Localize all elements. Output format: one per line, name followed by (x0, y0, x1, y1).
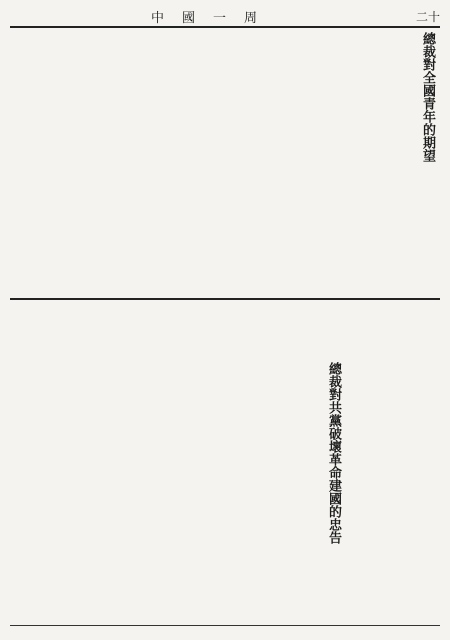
text-column (42, 302, 74, 624)
text-column (382, 30, 416, 295)
text-column (281, 30, 315, 295)
text-column (171, 302, 203, 624)
text-column (179, 30, 213, 295)
text-column (203, 302, 235, 624)
text-column (348, 30, 382, 295)
article-title: 總裁對全國青年的期望 (420, 32, 435, 162)
article-bottom (10, 302, 440, 624)
page-footer-rule (10, 625, 440, 634)
text-column (112, 30, 146, 295)
text-column (145, 30, 179, 295)
page-number: 二十 (415, 9, 440, 24)
text-column (139, 302, 171, 624)
text-column (380, 302, 400, 624)
text-column (268, 302, 300, 624)
text-column (315, 30, 349, 295)
text-column (44, 30, 78, 295)
section-divider (10, 298, 440, 300)
article-title: 總裁對共黨破壞革命建國的忠告 (326, 362, 341, 544)
text-column (74, 302, 106, 624)
text-column (400, 302, 420, 624)
article-top (10, 30, 440, 295)
text-column (10, 302, 42, 624)
text-column (340, 302, 360, 624)
text-column (247, 30, 281, 295)
text-column (360, 302, 380, 624)
text-column (213, 30, 247, 295)
newspaper-name: 中國一周 (150, 10, 275, 26)
page-header (10, 6, 440, 28)
text-column (236, 302, 268, 624)
article-body (10, 302, 300, 624)
article-body (340, 302, 440, 624)
text-column (10, 30, 44, 295)
text-column (78, 30, 112, 295)
article-body (10, 30, 416, 295)
text-column (107, 302, 139, 624)
text-column (420, 302, 440, 624)
